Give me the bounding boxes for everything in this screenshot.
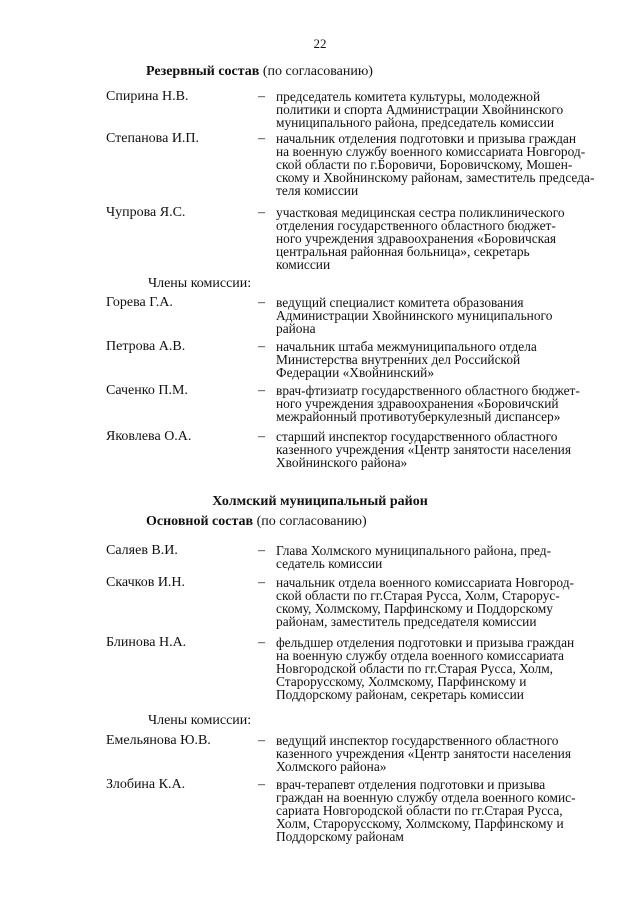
position-description bbox=[276, 778, 608, 843]
description-line: председатель комитета культуры, молодежной bbox=[276, 89, 541, 104]
reserve-heading bbox=[146, 64, 373, 80]
description-line: на военную службу военного комиссариата Новгород- bbox=[276, 144, 586, 159]
main-heading-note: (по согласованию) bbox=[253, 514, 367, 529]
members-label: Члены комиссии: bbox=[148, 276, 252, 291]
person-name: Петрова А.В. bbox=[106, 339, 186, 354]
description-line: Холмского района» bbox=[276, 759, 387, 774]
position-description bbox=[276, 636, 608, 701]
description-line: старший инспектор государственного областного bbox=[276, 429, 558, 444]
position-description bbox=[276, 90, 608, 129]
dash-separator: – bbox=[258, 777, 265, 792]
description-line: муниципального района, председатель комиссии bbox=[276, 115, 554, 130]
description-line: скому и Хвойнинскому районам, заместитель председа- bbox=[276, 170, 595, 185]
description-line: начальник штаба межмуниципального отдела bbox=[276, 339, 537, 354]
description-line: Старорусскому, Холмскому, Парфинскому и bbox=[276, 674, 527, 689]
description-line: политики и спорта Администрации Хвойнинского bbox=[276, 102, 564, 117]
position-description bbox=[276, 296, 608, 335]
description-line: районам, заместитель председателя комиссии bbox=[276, 614, 537, 629]
description-line: теля комиссии bbox=[276, 183, 359, 198]
dash-separator: – bbox=[258, 429, 265, 444]
description-line: Холм, Старорусскому, Холмскому, Парфинскому и bbox=[276, 816, 564, 831]
person-name: Саляев В.И. bbox=[106, 543, 178, 558]
position-description bbox=[276, 430, 608, 469]
person-name: Саченко П.М. bbox=[106, 383, 188, 398]
description-line: ного учреждения здравоохранения «Боровичская bbox=[276, 231, 557, 246]
description-line: граждан на военную службу отдела военного комис- bbox=[276, 790, 576, 805]
reserve-heading-note: (по согласованию) bbox=[259, 64, 373, 79]
position-description bbox=[276, 206, 608, 271]
description-line: участковая медицинская сестра поликлинического bbox=[276, 205, 565, 220]
dash-separator: – bbox=[258, 339, 265, 354]
description-line: Поддорскому районам, секретарь комиссии bbox=[276, 687, 524, 702]
description-line: начальник отдела военного комиссариата Новгород- bbox=[276, 575, 575, 590]
person-name: Степанова И.П. bbox=[106, 131, 200, 146]
description-line: ской области по гг.Старая Русса, Холм, Старорус- bbox=[276, 588, 560, 603]
description-line: врач-терапевт отделения подготовки и призыва bbox=[276, 777, 546, 792]
description-line: Глава Холмского муниципального района, пред- bbox=[276, 543, 552, 558]
description-line: Федерации «Хвойнинский» bbox=[276, 365, 435, 380]
position-description bbox=[276, 734, 608, 773]
description-line: Хвойнинского района» bbox=[276, 455, 408, 470]
members-label: Члены комиссии: bbox=[148, 713, 252, 728]
page-number: 22 bbox=[313, 36, 327, 51]
description-line: сариата Новгородской области по гг.Старая Русса, bbox=[276, 803, 563, 818]
description-line: ведущий инспектор государственного областного bbox=[276, 733, 559, 748]
person-name: Яковлева О.А. bbox=[106, 429, 192, 444]
position-description bbox=[276, 340, 608, 379]
description-line: казенного учреждения «Центр занятости населения bbox=[276, 442, 572, 457]
description-line: скому, Холмскому, Парфинскому и Поддорскому bbox=[276, 601, 553, 616]
description-line: начальник отделения подготовки и призыва граждан bbox=[276, 131, 577, 146]
description-line: комиссии bbox=[276, 257, 331, 272]
person-name: Емельянова Ю.В. bbox=[106, 733, 211, 748]
description-line: Поддорскому районам bbox=[276, 829, 404, 844]
reserve-heading-bold: Резервный состав bbox=[146, 64, 260, 79]
person-name: Блинова Н.А. bbox=[106, 635, 187, 650]
person-name: Чупрова Я.С. bbox=[106, 205, 186, 220]
position-description bbox=[276, 544, 608, 570]
description-line: Министерства внутренних дел Российской bbox=[276, 352, 521, 367]
dash-separator: – bbox=[258, 635, 265, 650]
dash-separator: – bbox=[258, 131, 265, 146]
person-name: Спирина Н.В. bbox=[106, 89, 189, 104]
dash-separator: – bbox=[258, 295, 265, 310]
position-description bbox=[276, 384, 608, 423]
description-line: фельдшер отделения подготовки и призыва граждан bbox=[276, 635, 575, 650]
person-name: Злобина К.А. bbox=[106, 777, 186, 792]
main-heading-bold: Основной состав bbox=[146, 514, 254, 529]
description-line: седатель комиссии bbox=[276, 556, 383, 571]
description-line: ведущий специалист комитета образования bbox=[276, 295, 524, 310]
dash-separator: – bbox=[258, 543, 265, 558]
position-description bbox=[276, 132, 608, 197]
description-line: Администрации Хвойнинского муниципального bbox=[276, 308, 553, 323]
dash-separator: – bbox=[258, 383, 265, 398]
dash-separator: – bbox=[258, 89, 265, 104]
description-line: центральная районная больница», секретарь bbox=[276, 244, 530, 259]
description-line: межрайонный противотуберкулезный диспансер» bbox=[276, 409, 561, 424]
description-line: ного учреждения здравоохранения «Боровичский bbox=[276, 396, 559, 411]
district-title: Холмский муниципальный район bbox=[212, 494, 428, 509]
description-line: отделения государственного областного бюджет- bbox=[276, 218, 556, 233]
description-line: казенного учреждения «Центр занятости населения bbox=[276, 746, 572, 761]
description-line: на военную службу отдела военного комиссариата bbox=[276, 648, 564, 663]
description-line: района bbox=[276, 321, 316, 336]
dash-separator: – bbox=[258, 575, 265, 590]
main-heading bbox=[146, 514, 367, 530]
description-line: врач-фтизиатр государственного областного бюджет- bbox=[276, 383, 580, 398]
description-line: Новгородской области по гг.Старая Русса, Холм, bbox=[276, 661, 554, 676]
person-name: Скачков И.Н. bbox=[106, 575, 186, 590]
description-line: ской области по г.Боровичи, Боровичскому, Мошен- bbox=[276, 157, 573, 172]
position-description bbox=[276, 576, 608, 628]
dash-separator: – bbox=[258, 205, 265, 220]
person-name: Горева Г.А. bbox=[106, 295, 173, 310]
dash-separator: – bbox=[258, 733, 265, 748]
